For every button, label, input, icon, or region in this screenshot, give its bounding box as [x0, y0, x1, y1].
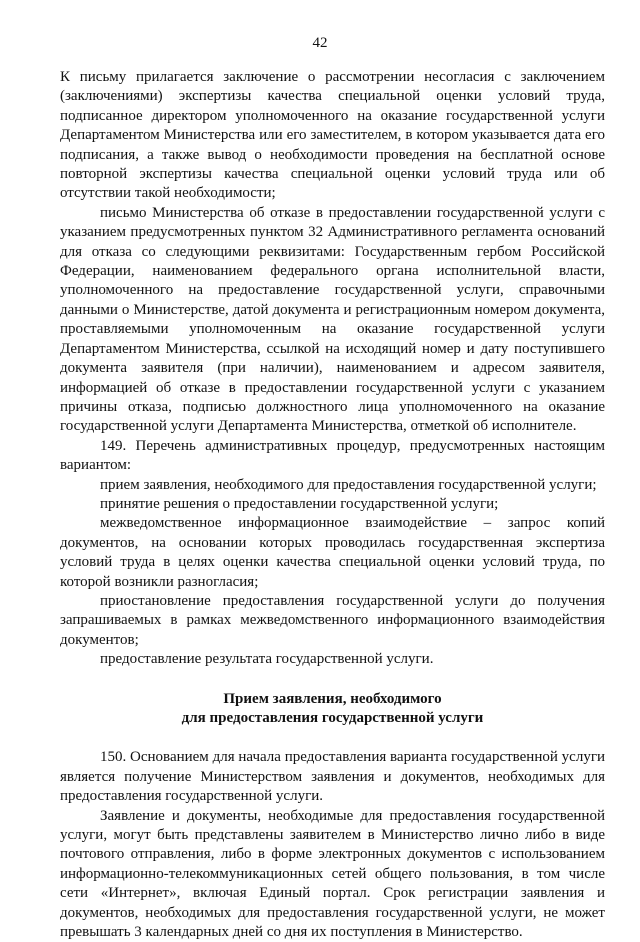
- list-item-procedure: межведомственное информационное взаимодействие – запрос копий документов, на основании которых проводилась государственная экспертиза условий труда в целях оценки качества специальной оценки условий труда, по которой возникли разногласия;: [60, 515, 605, 590]
- paragraph-submission-methods: Заявление и документы, необходимые для предоставления государственной услуги, могут быть представлены заявителем в Министерство лично либо в виде почтового отправления, либо в форме электронных документов с использованием информационно-телекоммуникационных сетей общего пользования, в том числе сети «Интернет», включая Единый портал. Срок регистрации заявления и документов, необходимых для предоставления государственной услуги, не может превышать 3 календарных дней со дня их поступления в Министерство.: [60, 807, 605, 941]
- list-item-procedure: прием заявления, необходимого для предоставления государственной услуги;: [100, 476, 597, 493]
- page-number: 42: [312, 35, 328, 51]
- list-item-procedure: приостановление предоставления государственной услуги до получения запрашиваемых в рамках межведомственного информационного взаимодействия документов;: [60, 592, 605, 648]
- paragraph-150: 150. Основанием для начала предоставления варианта государственной услуги является получение Министерством заявления и документов, необходимых для предоставления государственной услуги.: [60, 749, 605, 805]
- paragraph-149: 149. Перечень административных процедур, предусмотренных настоящим вариантом:: [60, 437, 605, 474]
- section-bottom: [60, 748, 605, 942]
- section-heading: [60, 690, 605, 729]
- list-item-procedure: предоставление результата государственной услуги.: [100, 651, 434, 668]
- paragraph-refusal-letter: письмо Министерства об отказе в предоставлении государственной услуги с указанием предусмотренных пунктом 32 Административного регламента оснований для отказа со следующими реквизитами: Государственным гербом Российской Федерации, наименованием федерального органа исполнительной власти, уполномоченного на предоставление государственной услуги, справочными данными о Министерстве, датой документа и регистрационным номером документа, проставляемыми уполномоченным на оказание государственной услуги Департаментом Министерства, ссылкой на исходящий номер и дату поступившего документа заявителя (при наличии), наименованием и адресом заявителя, информацией об отказе в предоставлении государственной услуги с указанием причины отказа, подписью должностного лица уполномоченного на оказание государственной услуги Департамента Министерства, отметкой об исполнителе.: [60, 204, 605, 435]
- section-top: [60, 68, 605, 670]
- paragraph-letter-attachment: К письму прилагается заключение о рассмотрении несогласия с заключением (заключениями) экспертизы качества специальной оценки условий труда, подписанное директором уполномоченного на оказание государственной услуги Департаментом Министерства или его заместителем, в котором указывается дата его подписания, а также вывод о необходимости проведения на бесплатной основе повторной экспертизы качества специальной оценки условий труда или об отсутствии такой необходимости;: [60, 69, 605, 202]
- section-heading-line: для предоставления государственной услуги: [181, 710, 484, 726]
- section-heading-line: Прием заявления, необходимого: [223, 690, 442, 707]
- document-body: [60, 68, 605, 942]
- list-item-procedure: принятие решения о предоставлении государственной услуги;: [100, 495, 499, 512]
